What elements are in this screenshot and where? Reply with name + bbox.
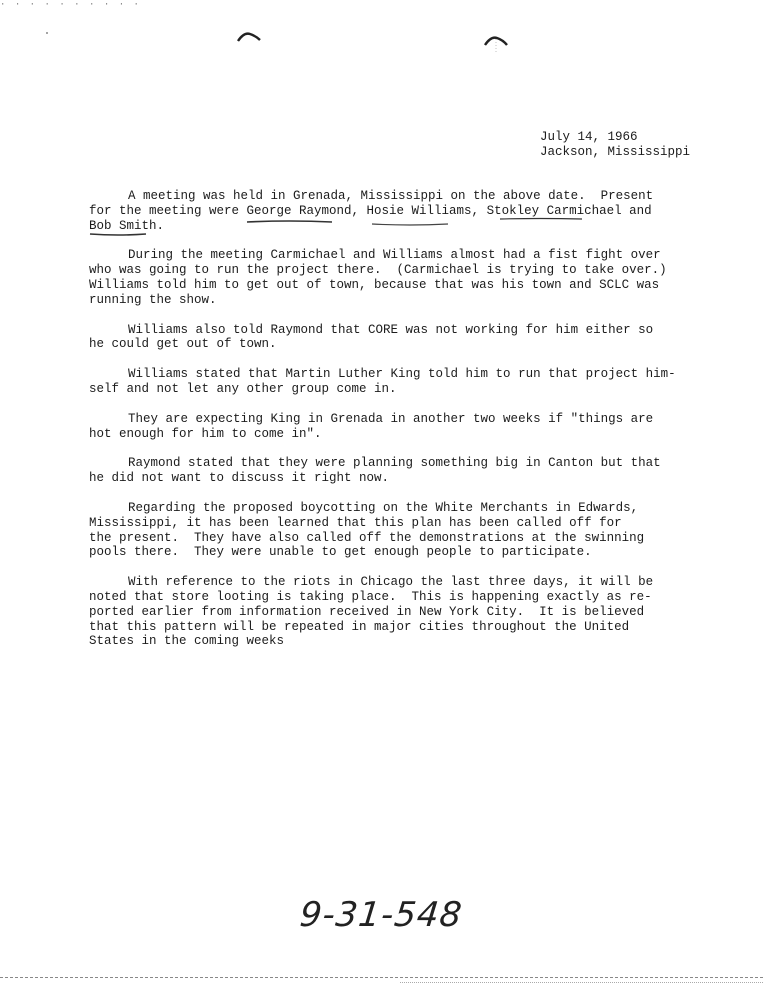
paragraph-line: noted that store looting is taking place. This is happening exactly as re- <box>89 589 652 604</box>
place-text: Jackson, Mississippi <box>540 145 691 159</box>
paragraph-line: that this pattern will be repeated in major cities throughout the United <box>89 619 630 634</box>
name-underlines <box>0 0 763 260</box>
paragraph-5 <box>89 412 689 442</box>
paragraph-line: They are expecting King in Grenada in another two weeks if "things are <box>128 411 654 426</box>
paragraph-line: who was going to run the project there. (Carmichael is trying to take over.) <box>89 263 667 278</box>
underline-bob-smith <box>90 234 146 235</box>
memo-body <box>89 189 689 664</box>
paragraph-line: for the meeting were George Raymond, Hosie Williams, Stokley Carmichael and <box>89 203 652 218</box>
paragraph-3 <box>89 323 689 353</box>
date-text: July 14, 1966 <box>540 130 638 144</box>
paragraph-8 <box>89 575 689 649</box>
paragraph-line: Raymond stated that they were planning something big in Canton but that <box>128 456 661 471</box>
paragraph-4 <box>89 367 689 397</box>
paragraph-line: Mississippi, it has been learned that this plan has been called off for <box>89 515 622 530</box>
underline-hosie-williams <box>372 224 448 225</box>
paragraph-line: Williams also told Raymond that CORE was not working for him either so <box>128 322 654 337</box>
paragraph-6 <box>89 456 689 486</box>
paragraph-line: hot enough for him to come in". <box>89 426 322 441</box>
paragraph-line: Williams stated that Martin Luther King told him to run that project him- <box>128 367 676 382</box>
paragraph-line: Regarding the proposed boycotting on the White Merchants in Edwards, <box>128 500 639 515</box>
paragraph-line: running the show. <box>89 292 217 307</box>
paragraph-line: With reference to the riots in Chicago the last three days, it will be <box>128 575 654 590</box>
paragraph-line: Williams told him to get out of town, because that was his town and SCLC was <box>89 277 660 292</box>
paragraph-line: pools there. They were unable to get enough people to participate. <box>89 545 592 560</box>
top-edge-dots: · · · · · · · · · · <box>0 0 141 10</box>
bottom-scan-edge <box>0 977 763 979</box>
paragraph-7 <box>89 501 689 560</box>
paragraph-line: he could get out of town. <box>89 337 277 352</box>
paragraph-line: ported earlier from information received in New York City. It is believed <box>89 604 645 619</box>
underline-george-raymond <box>247 221 332 222</box>
file-number-handwritten: 9-31-548 <box>297 895 465 935</box>
underline-carmichael <box>500 219 582 220</box>
paragraph-line: the present. They have also called off the demonstrations at the swinning <box>89 530 645 545</box>
bottom-scan-edge-dotted <box>400 982 763 984</box>
paragraph-line: States in the coming weeks <box>89 634 285 649</box>
paragraph-line: During the meeting Carmichael and Williams almost had a fist fight over <box>128 248 661 263</box>
paragraph-line: self and not let any other group come in. <box>89 381 397 396</box>
paragraph-line: A meeting was held in Grenada, Mississippi on the above date. Present <box>128 189 654 203</box>
paragraph-line: Bob Smith. <box>89 218 165 233</box>
paragraph-line: he did not want to discuss it right now. <box>89 471 390 486</box>
